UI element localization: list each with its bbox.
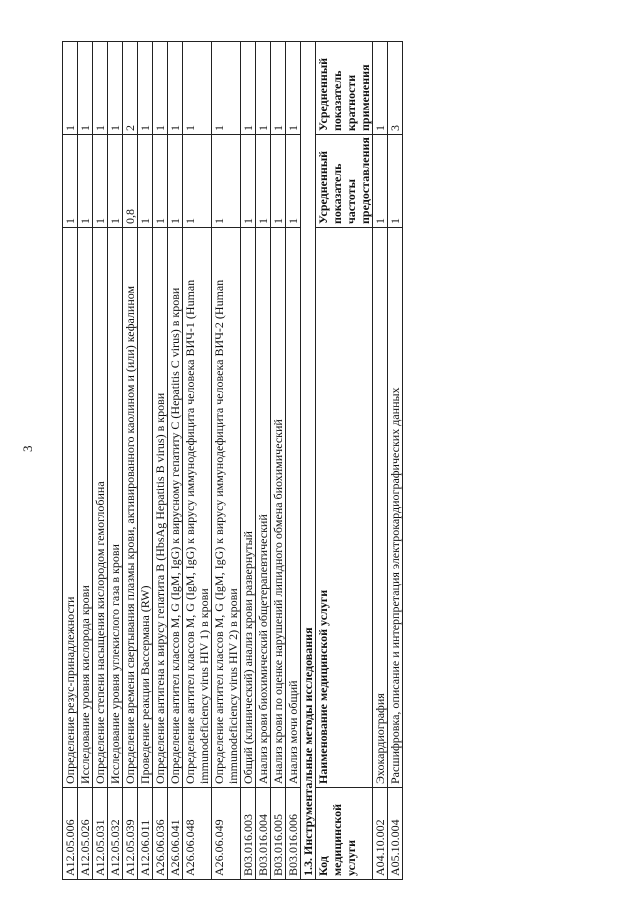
cell-code: A26.06.048: [183, 788, 212, 880]
cell-code: A12.06.011: [138, 788, 153, 880]
header-row: [316, 42, 373, 880]
table-row: [153, 42, 168, 880]
cell-freq: 1: [63, 135, 78, 228]
section-row: [301, 42, 316, 880]
cell-code: A12.05.031: [93, 788, 108, 880]
page-number: 3: [20, 445, 35, 452]
cell-freq: 1: [271, 135, 286, 228]
cell-name: Расшифровка, описание и интерпретация электрокардиографических данных: [388, 228, 403, 788]
table-row: [168, 42, 183, 880]
cell-freq: 1: [256, 135, 271, 228]
cell-code: B03.016.004: [256, 788, 271, 880]
cell-freq: 1: [388, 135, 403, 228]
cell-mult: 3: [388, 42, 403, 135]
cell-code: A04.10.002: [373, 788, 388, 880]
cell-mult: 1: [93, 42, 108, 135]
cell-name: Анализ мочи общий: [286, 228, 301, 788]
table-row: [373, 42, 388, 880]
table-row: [241, 42, 256, 880]
cell-freq: 1: [108, 135, 123, 228]
cell-mult: 1: [183, 42, 212, 135]
cell-code: A26.06.041: [168, 788, 183, 880]
cell-code: A26.06.049: [212, 788, 241, 880]
section-title: 1.3. Инструментальные методы исследования: [301, 42, 316, 880]
cell-freq: 1: [93, 135, 108, 228]
cell-mult: 1: [168, 42, 183, 135]
table-row: [138, 42, 153, 880]
cell-code: A12.05.026: [78, 788, 93, 880]
table-row: [388, 42, 403, 880]
cell-mult: 1: [78, 42, 93, 135]
header-freq: Усредненный показатель частоты предоставления: [316, 135, 373, 228]
cell-mult: 1: [138, 42, 153, 135]
cell-name: Определение времени свертывания плазмы крови, активированного каолином и (или) кефалином: [123, 228, 138, 788]
cell-name: Определение степени насыщения кислородом гемоглобина: [93, 228, 108, 788]
cell-code: A05.10.004: [388, 788, 403, 880]
cell-freq: 1: [138, 135, 153, 228]
cell-freq: 1: [212, 135, 241, 228]
table-row: [256, 42, 271, 880]
cell-mult: 1: [271, 42, 286, 135]
table-row: [93, 42, 108, 880]
cell-code: B03.016.006: [286, 788, 301, 880]
cell-mult: 1: [373, 42, 388, 135]
lab-tests-body: [63, 42, 301, 880]
cell-name: Определение антител классов M, G (IgM, IgG) к вирусу иммунодефицита человека ВИЧ-2 (Human immunodeficiency virus HIV 2) в крови: [212, 228, 241, 788]
cell-freq: 1: [78, 135, 93, 228]
cell-mult: 1: [63, 42, 78, 135]
cell-freq: 1: [153, 135, 168, 228]
cell-mult: 1: [256, 42, 271, 135]
cell-code: A26.06.036: [153, 788, 168, 880]
cell-name: Определение антител классов M, G (IgM, IgG) к вирусу иммунодефицита человека ВИЧ-1 (Human immunodeficiency virus HIV 1) в крови: [183, 228, 212, 788]
cell-mult: 1: [108, 42, 123, 135]
cell-code: B03.016.003: [241, 788, 256, 880]
header-name: Наименование медицинской услуги: [316, 228, 373, 788]
cell-code: A12.05.032: [108, 788, 123, 880]
cell-name: Определение антител классов M, G (IgM, IgG) к вирусному гепатиту C (Hepatitis C virus) в крови: [168, 228, 183, 788]
cell-freq: 1: [183, 135, 212, 228]
cell-mult: 2: [123, 42, 138, 135]
table-row: [78, 42, 93, 880]
cell-name: Исследование уровня углекислого газа в крови: [108, 228, 123, 788]
cell-name: Проведение реакции Вассермана (RW): [138, 228, 153, 788]
header-code: Код медицинской услуги: [316, 788, 373, 880]
cell-code: A12.05.006: [63, 788, 78, 880]
cell-name: Исследование уровня кислорода крови: [78, 228, 93, 788]
cell-freq: 1: [286, 135, 301, 228]
services-table-container: [62, 42, 582, 880]
cell-name: Анализ крови биохимический общетерапевтический: [256, 228, 271, 788]
table-row: [286, 42, 301, 880]
cell-code: A12.05.039: [123, 788, 138, 880]
table-row: [108, 42, 123, 880]
cell-name: Анализ крови по оценке нарушений липидного обмена биохимический: [271, 228, 286, 788]
cell-freq: 1: [241, 135, 256, 228]
cell-freq: 0,8: [123, 135, 138, 228]
cell-name: Общий (клинический) анализ крови развернутый: [241, 228, 256, 788]
table-row: [123, 42, 138, 880]
cell-mult: 1: [241, 42, 256, 135]
table-row: [63, 42, 78, 880]
cell-mult: 1: [212, 42, 241, 135]
cell-name: Эхокардиография: [373, 228, 388, 788]
table-row: [212, 42, 241, 880]
table-row: [183, 42, 212, 880]
cell-code: B03.016.005: [271, 788, 286, 880]
cell-name: Определение антигена к вирусу гепатита B (HbsAg Hepatitis B virus) в крови: [153, 228, 168, 788]
cell-name: Определение резус-принадлежности: [63, 228, 78, 788]
cell-freq: 1: [168, 135, 183, 228]
cell-mult: 1: [153, 42, 168, 135]
services-table: [62, 41, 403, 880]
header-mult: Усредненный показатель кратности применения: [316, 42, 373, 135]
cell-freq: 1: [373, 135, 388, 228]
cell-mult: 1: [286, 42, 301, 135]
table-row: [271, 42, 286, 880]
instrumental-body: [373, 42, 403, 880]
